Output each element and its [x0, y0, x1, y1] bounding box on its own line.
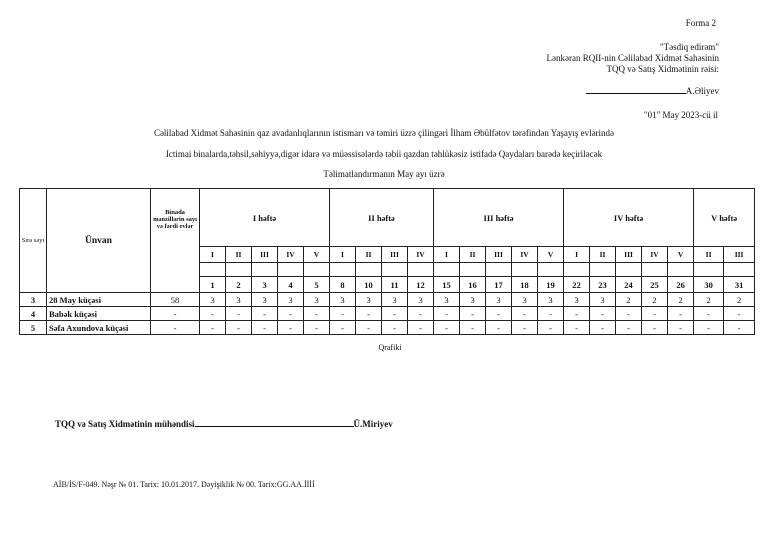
- approver-signature: [586, 86, 719, 97]
- row-cell: -: [590, 321, 616, 335]
- form-number: Forma 2: [685, 18, 716, 28]
- row-cell: -: [512, 307, 538, 321]
- row-cell: 2: [694, 293, 724, 307]
- row-cell: -: [668, 321, 694, 335]
- row-cell: -: [330, 307, 356, 321]
- row-cell: 3: [252, 293, 278, 307]
- row-count: -: [151, 321, 200, 335]
- row-cell: 3: [486, 293, 512, 307]
- spacer-cell: [486, 263, 512, 277]
- spacer-cell: [304, 263, 330, 277]
- day-header: V: [668, 247, 694, 263]
- spacer-cell: [590, 263, 616, 277]
- row-cell: 3: [278, 293, 304, 307]
- day-header: I: [330, 247, 356, 263]
- spacer-cell: [226, 263, 252, 277]
- week-3-header: III həftə: [434, 189, 564, 247]
- col-seq-header: Sıra sayı: [20, 189, 47, 293]
- col-address-header: Ünvan: [47, 189, 151, 293]
- spacer-cell: [538, 263, 564, 277]
- row-seq: 3: [20, 293, 47, 307]
- day-header: I: [200, 247, 226, 263]
- date-header: 12: [408, 277, 434, 293]
- day-header: III: [616, 247, 642, 263]
- table-row: [20, 307, 755, 321]
- row-cell: -: [460, 321, 486, 335]
- header-row-weeks: [20, 189, 755, 247]
- day-header: I: [434, 247, 460, 263]
- week-4-header: IV həftə: [564, 189, 694, 247]
- row-cell: 3: [356, 293, 382, 307]
- engineer-label: TQQ və Satış Xidmətinin mühəndisi: [55, 419, 195, 429]
- date-header: 25: [642, 277, 668, 293]
- row-cell: -: [330, 321, 356, 335]
- spacer-cell: [642, 263, 668, 277]
- row-cell: -: [278, 307, 304, 321]
- date-header: 23: [590, 277, 616, 293]
- date-header: 24: [616, 277, 642, 293]
- engineer-signature-line: [195, 426, 354, 427]
- row-address: Babək küçəsi: [47, 307, 151, 321]
- title-line-2: Ictimai binalarda,təhsil,səhiyyə,digər idarə və müəssisələrdə təbii qazdan təhlükəsiz istifadə Qaydaları barədə keçiriləcək: [165, 149, 603, 159]
- engineer-name: Ü.Miriyev: [353, 419, 393, 429]
- row-seq: 5: [20, 321, 47, 335]
- row-cell: 3: [590, 293, 616, 307]
- row-cell: -: [434, 307, 460, 321]
- row-cell: 3: [512, 293, 538, 307]
- row-cell: 3: [538, 293, 564, 307]
- day-header: III: [382, 247, 408, 263]
- day-header: II: [694, 247, 724, 263]
- row-cell: -: [382, 321, 408, 335]
- row-cell: -: [694, 307, 724, 321]
- date-header: 17: [486, 277, 512, 293]
- table-caption: Qrafiki: [378, 343, 402, 352]
- date-header: 19: [538, 277, 564, 293]
- spacer-cell: [278, 263, 304, 277]
- date-header: 18: [512, 277, 538, 293]
- day-header: II: [590, 247, 616, 263]
- spacer-cell: [330, 263, 356, 277]
- week-1-header: I həftə: [200, 189, 330, 247]
- schedule-table: [19, 188, 755, 335]
- week-2-header: II həftə: [330, 189, 434, 247]
- date-header: 15: [434, 277, 460, 293]
- row-cell: 3: [434, 293, 460, 307]
- row-cell: -: [538, 307, 564, 321]
- date-header: 5: [304, 277, 330, 293]
- col-count-header: Binada mənzillərin sayı və fərdi evlər: [151, 189, 200, 293]
- row-cell: -: [616, 321, 642, 335]
- spacer-cell: [694, 263, 724, 277]
- date-header: 31: [724, 277, 755, 293]
- date-header: 10: [356, 277, 382, 293]
- row-cell: -: [460, 307, 486, 321]
- signature-line: [586, 93, 686, 94]
- date-header: 30: [694, 277, 724, 293]
- spacer-cell: [434, 263, 460, 277]
- day-header: II: [460, 247, 486, 263]
- day-header: II: [226, 247, 252, 263]
- day-header: IV: [512, 247, 538, 263]
- spacer-cell: [356, 263, 382, 277]
- schedule-body: [20, 293, 755, 335]
- row-cell: -: [642, 307, 668, 321]
- week-5-header: V həftə: [694, 189, 755, 247]
- row-cell: -: [724, 307, 755, 321]
- row-cell: -: [408, 321, 434, 335]
- spacer-cell: [408, 263, 434, 277]
- row-seq: 4: [20, 307, 47, 321]
- row-cell: -: [616, 307, 642, 321]
- row-cell: -: [724, 321, 755, 335]
- row-cell: -: [564, 307, 590, 321]
- row-cell: 2: [616, 293, 642, 307]
- row-cell: -: [252, 307, 278, 321]
- row-cell: -: [278, 321, 304, 335]
- row-address: Səfa Axundova küçəsi: [47, 321, 151, 335]
- row-cell: -: [304, 307, 330, 321]
- row-cell: 2: [642, 293, 668, 307]
- row-cell: -: [486, 321, 512, 335]
- approver-role-line: TQQ və Satış Xidmətinin rəisi:: [606, 64, 719, 74]
- row-cell: -: [356, 307, 382, 321]
- row-cell: 2: [724, 293, 755, 307]
- day-header: III: [486, 247, 512, 263]
- row-cell: -: [564, 321, 590, 335]
- approver-name: A.Əliyev: [685, 86, 719, 96]
- spacer-cell: [512, 263, 538, 277]
- date-header: 26: [668, 277, 694, 293]
- spacer-cell: [200, 263, 226, 277]
- row-cell: -: [226, 307, 252, 321]
- row-cell: 3: [200, 293, 226, 307]
- row-cell: -: [434, 321, 460, 335]
- day-header: II: [356, 247, 382, 263]
- day-header: III: [252, 247, 278, 263]
- title-line-3: Təlimatlandırmanın May ayı üzrə: [323, 169, 445, 179]
- row-cell: -: [226, 321, 252, 335]
- row-cell: -: [408, 307, 434, 321]
- day-header: V: [304, 247, 330, 263]
- date-header: 22: [564, 277, 590, 293]
- row-cell: -: [200, 307, 226, 321]
- row-cell: -: [668, 307, 694, 321]
- row-cell: 3: [408, 293, 434, 307]
- date-header: 8: [330, 277, 356, 293]
- row-address: 28 May küçəsi: [47, 293, 151, 307]
- spacer-cell: [460, 263, 486, 277]
- table-row: [20, 321, 755, 335]
- approver-org-line: Lənkəran RQII-nin Cəlilabad Xidmət Sahəsinin: [546, 53, 719, 63]
- spacer-cell: [668, 263, 694, 277]
- row-cell: 2: [668, 293, 694, 307]
- row-cell: -: [252, 321, 278, 335]
- spacer-cell: [252, 263, 278, 277]
- day-header: IV: [278, 247, 304, 263]
- row-cell: 3: [304, 293, 330, 307]
- row-cell: -: [356, 321, 382, 335]
- row-cell: -: [304, 321, 330, 335]
- row-cell: 3: [460, 293, 486, 307]
- date-header: 11: [382, 277, 408, 293]
- table-row: [20, 293, 755, 307]
- date-header: 1: [200, 277, 226, 293]
- row-cell: 3: [226, 293, 252, 307]
- row-cell: -: [200, 321, 226, 335]
- row-cell: 3: [564, 293, 590, 307]
- day-header: IV: [642, 247, 668, 263]
- row-cell: -: [642, 321, 668, 335]
- row-cell: 3: [330, 293, 356, 307]
- date-line: "01" May 2023-cü il: [643, 110, 718, 120]
- row-cell: -: [694, 321, 724, 335]
- date-header: 16: [460, 277, 486, 293]
- approve-label: "Təsdiq edirəm": [659, 42, 719, 52]
- row-count: 58: [151, 293, 200, 307]
- spacer-cell: [616, 263, 642, 277]
- day-header: IV: [408, 247, 434, 263]
- row-cell: -: [590, 307, 616, 321]
- date-header: 4: [278, 277, 304, 293]
- day-header: V: [538, 247, 564, 263]
- row-cell: -: [382, 307, 408, 321]
- row-cell: -: [512, 321, 538, 335]
- row-cell: -: [538, 321, 564, 335]
- date-header: 3: [252, 277, 278, 293]
- spacer-cell: [724, 263, 755, 277]
- day-header: I: [564, 247, 590, 263]
- row-cell: -: [486, 307, 512, 321]
- spacer-cell: [382, 263, 408, 277]
- date-header: 2: [226, 277, 252, 293]
- row-count: -: [151, 307, 200, 321]
- title-line-1: Cəlilabad Xidmət Sahəsinin qaz avadanlıqlarının istismarı və təmiri üzrə çilingəri İlham Əbülfətov tərəfindən Yaşayış evlərində: [153, 128, 615, 138]
- spacer-cell: [564, 263, 590, 277]
- day-header: III: [724, 247, 755, 263]
- document-meta: AİB/İS/F-049. Nəşr № 01. Tarix: 10.01.2017. Dəyişiklik № 00. Tarix:GG.AA.İİİİ: [53, 480, 315, 489]
- row-cell: 3: [382, 293, 408, 307]
- engineer-signature: [55, 419, 393, 429]
